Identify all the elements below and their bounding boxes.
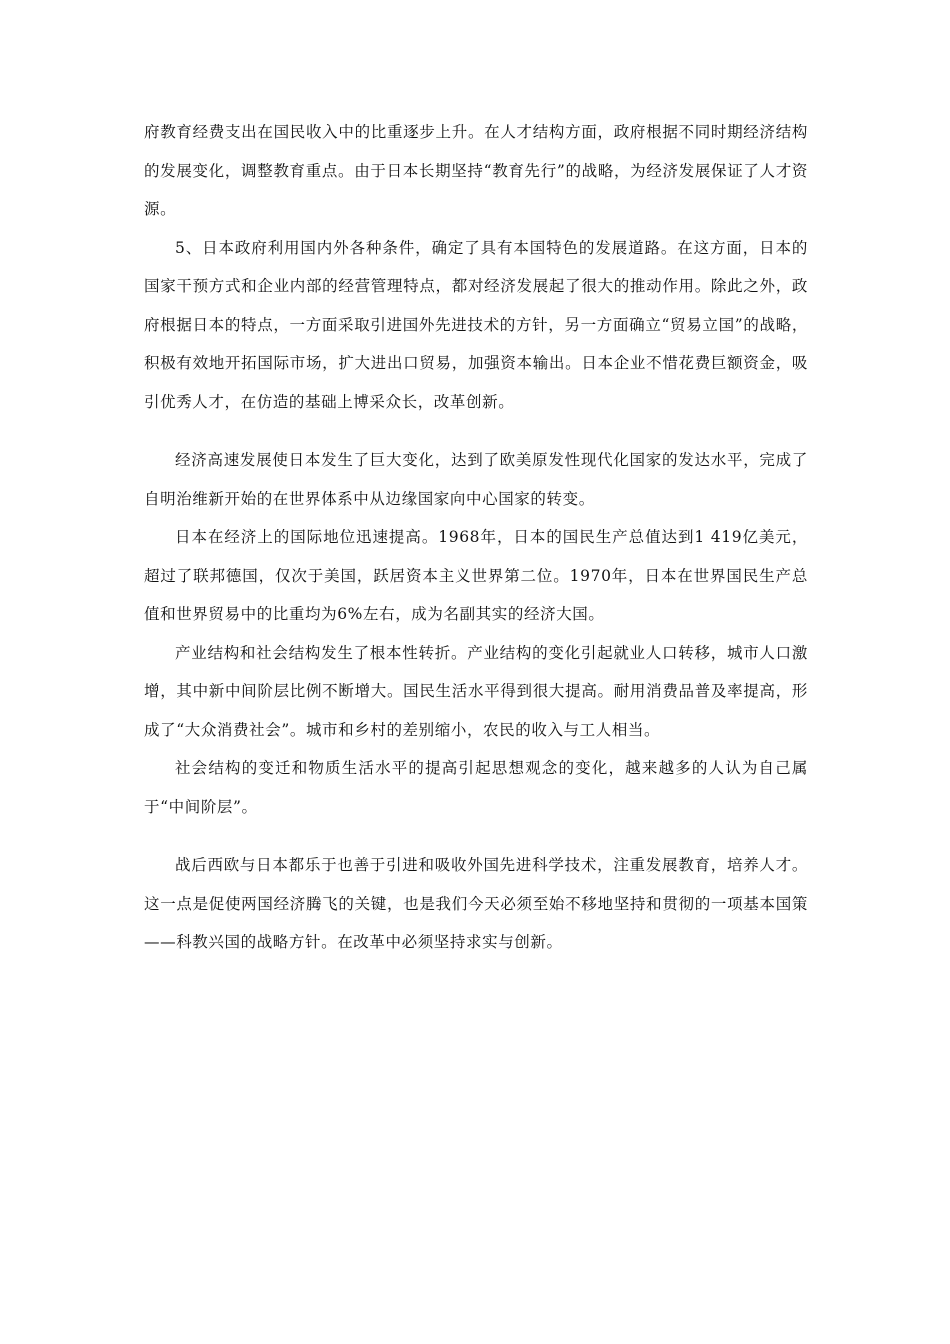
paragraph-international-status: 日本在经济上的国际地位迅速提高。1968年，日本的国民生产总值达到1 419亿美元，超过了联邦德国，仅次于美国，跃居资本主义世界第二位。1970年，日本在世界国民生产总值和世界贸易中的比重均为6%左右，成为名副其实的经济大国。 <box>144 528 808 623</box>
paragraph-education-funding: 府教育经费支出在国民收入中的比重逐步上升。在人才结构方面，政府根据不同时期经济结构的发展变化，调整教育重点。由于日本长期坚持“教育先行”的战略，为经济发展保证了人才资源。 <box>144 123 808 218</box>
section-spacer <box>144 421 808 441</box>
paragraph-conclusion: 战后西欧与日本都乐于也善于引进和吸收外国先进科学技术，注重发展教育，培养人才。这一点是促使两国经济腾飞的关键，也是我们今天必须至始不移地坚持和贯彻的一项基本国策——科教兴国的战略方针。在改革中必须坚持求实与创新。 <box>144 856 808 951</box>
paragraph-social-structure: 产业结构和社会结构发生了根本性转折。产业结构的变化引起就业人口转移，城市人口激增，其中新中间阶层比例不断增大。国民生活水平得到很大提高。耐用消费品普及率提高，形成了“大众消费社会”。城市和乡村的差别缩小，农民的收入与工人相当。 <box>144 643 808 739</box>
section-spacer <box>144 826 808 846</box>
paragraph-rapid-growth: 经济高速发展使日本发生了巨大变化，达到了欧美原发性现代化国家的发达水平，完成了自明治维新开始的在世界体系中从边缘国家向中心国家的转变。 <box>144 451 808 508</box>
document-body <box>144 113 808 962</box>
paragraph-middle-class: 社会结构的变迁和物质生活水平的提高引起思想观念的变化，越来越多的人认为自己属于“中间阶层”。 <box>144 759 808 816</box>
paragraph-development-path: 5、日本政府利用国内外各种条件，确定了具有本国特色的发展道路。在这方面，日本的国家干预方式和企业内部的经营管理特点，都对经济发展起了很大的推动作用。除此之外，政府根据日本的特点，一方面采取引进国外先进技术的方针，另一方面确立“贸易立国”的战略，积极有效地开拓国际市场，扩大进出口贸易，加强资本输出。日本企业不惜花费巨额资金，吸引优秀人才，在仿造的基础上博采众长，改革创新。 <box>144 238 808 411</box>
